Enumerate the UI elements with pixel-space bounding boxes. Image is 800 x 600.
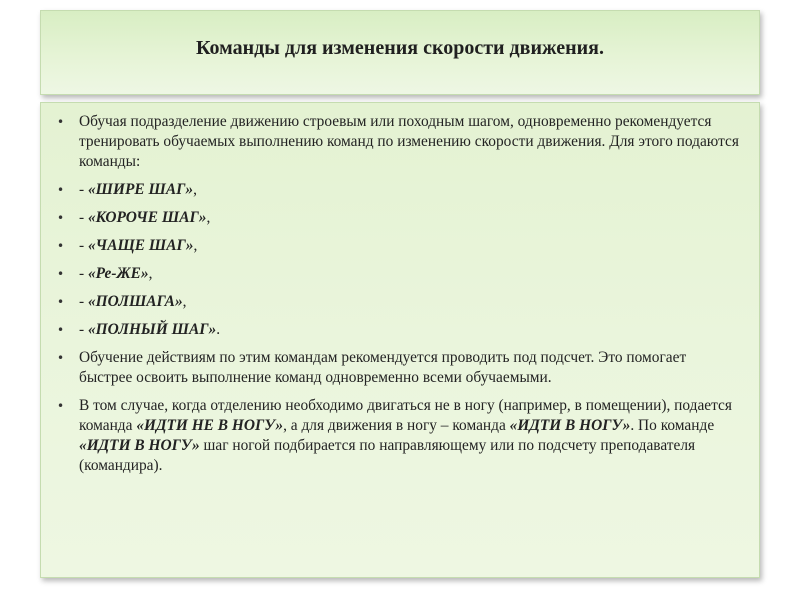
- bullet-icon: •: [57, 323, 65, 337]
- intro-text: Обучая подразделение движению строевым или походным шагом, одновременно рекомендуется тренировать обучаемых выполнению команд по изменению скорости движения. Для этого подаются команды:: [79, 113, 739, 170]
- bullet-item-command: [41, 236, 743, 256]
- command-text: «ИДТИ В НОГУ»: [509, 417, 631, 434]
- command-prefix: -: [79, 293, 88, 310]
- command-text: «ИДТИ НЕ В НОГУ»: [136, 417, 284, 434]
- command-prefix: -: [79, 321, 88, 338]
- bullet-list: [41, 112, 743, 476]
- title-box: [40, 10, 760, 95]
- bullet-icon: •: [57, 239, 65, 253]
- bullet-item-intro: [41, 112, 743, 172]
- command-text: «ШИРЕ ШАГ»: [87, 181, 194, 198]
- bullet-icon: •: [57, 399, 65, 413]
- command-text: «ПОЛНЫЙ ШАГ»: [87, 321, 217, 338]
- command-text: «ЧАЩЕ ШАГ»: [87, 237, 194, 254]
- command-text: «КОРОЧЕ ШАГ»: [87, 209, 207, 226]
- bullet-icon: •: [57, 183, 65, 197]
- slide-title: Команды для изменения скорости движения.: [196, 37, 604, 59]
- command-prefix: -: [79, 181, 88, 198]
- bullet-item-command: [41, 320, 743, 340]
- bullet-icon: •: [57, 211, 65, 225]
- command-prefix: -: [79, 209, 88, 226]
- bullet-icon: •: [57, 295, 65, 309]
- bullet-item-command: [41, 180, 743, 200]
- bullet-item-training: [41, 348, 743, 388]
- command-suffix: ,: [182, 293, 187, 310]
- training-text: Обучение действиям по этим командам рекомендуется проводить под подсчет. Это помогает быстрее освоить выполнение команд одновременно всеми обучаемыми.: [79, 349, 687, 386]
- command-suffix: .: [216, 321, 221, 338]
- command-prefix: -: [79, 237, 88, 254]
- bullet-icon: •: [57, 115, 65, 129]
- command-suffix: ,: [206, 209, 211, 226]
- command-text: «Ре-ЖЕ»: [87, 265, 149, 282]
- step-text-part: . По команде: [630, 417, 715, 434]
- bullet-icon: •: [57, 351, 65, 365]
- content-box: [40, 102, 760, 578]
- bullet-icon: •: [57, 267, 65, 281]
- bullet-item-step-out: [41, 396, 743, 476]
- step-text-part: , а для движения в ногу – команда: [283, 417, 510, 434]
- bullet-item-command: [41, 208, 743, 228]
- command-prefix: -: [79, 265, 88, 282]
- command-text: «ИДТИ В НОГУ»: [79, 437, 200, 454]
- step-text-part: В том случае, когда отделению необходимо двигаться не в ногу (например, в помещении), подается команда: [79, 397, 732, 434]
- command-suffix: ,: [148, 265, 153, 282]
- bullet-item-command: [41, 264, 743, 284]
- bullet-item-command: [41, 292, 743, 312]
- step-text-part: шаг ногой подбирается по направляющему или по подсчету преподавателя (командира).: [79, 437, 696, 474]
- command-text: «ПОЛШАГА»: [87, 293, 183, 310]
- command-suffix: ,: [193, 181, 197, 198]
- command-suffix: ,: [193, 237, 198, 254]
